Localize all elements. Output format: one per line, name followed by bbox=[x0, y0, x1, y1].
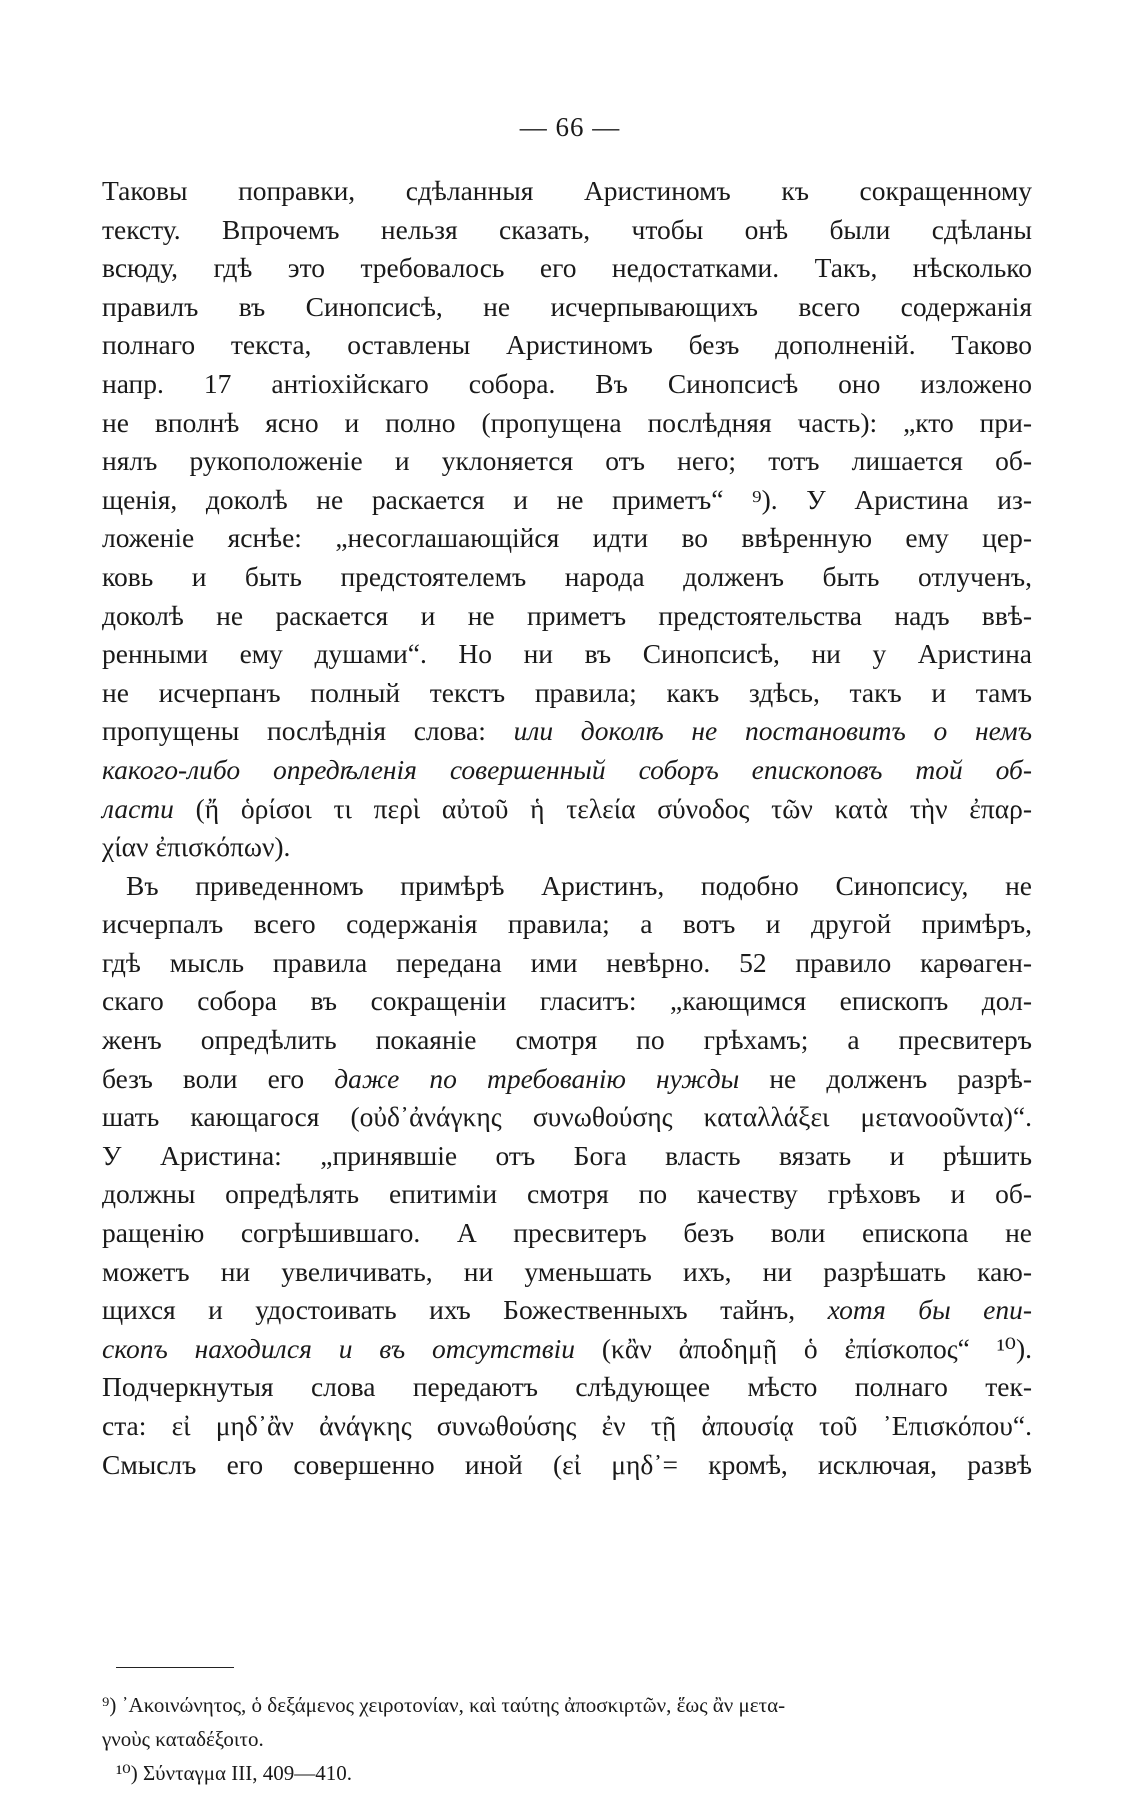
paragraph-1 bbox=[102, 172, 1032, 867]
text-line: полнаго текста, оставлены Аристиномъ безъ дополненій. Таково bbox=[102, 329, 1032, 361]
text-line: ренными ему душами“. Но ни въ Синопсисѣ, ни у Аристина bbox=[102, 638, 1032, 670]
text-line: правилъ въ Синопсисѣ, не исчерпывающихъ всего содержанія bbox=[102, 290, 1032, 322]
text-line: не исчерпанъ полный текстъ правила; какъ здѣсь, такъ и тамъ bbox=[102, 676, 1032, 708]
text-segment: щихся и удостоивать ихъ Божественныхъ тайнъ, bbox=[102, 1294, 796, 1326]
footnotes bbox=[102, 1688, 1032, 1790]
text-segment: пропущены послѣднія слова: bbox=[102, 715, 486, 747]
italic-quote: даже по требованію нужды bbox=[334, 1062, 740, 1094]
italic-quote: какого-либо опредѣленія совершенный соборъ епископовъ той об- bbox=[102, 753, 1032, 785]
footnote-divider bbox=[116, 1667, 234, 1668]
text-line: Въ приведенномъ примѣрѣ Аристинъ, подобно Синопсису, не bbox=[126, 869, 1032, 901]
footnote-10: ¹⁰) Σύνταγμα III, 409—410. bbox=[116, 1761, 353, 1785]
text-line: ста: εἰ μηδ᾽ἂν ἀνάγκης συνωθούσης ἐν τῇ ἀπουσίᾳ τοῦ ᾽Επισκόπου“. bbox=[102, 1410, 1032, 1441]
text-line: ложеніе яснѣе: „несоглашающійся идти во ввѣренную ему цер- bbox=[102, 522, 1032, 554]
text-line: напр. 17 антіохійскаго собора. Въ Синопсисѣ оно изложено bbox=[102, 367, 1032, 399]
text-line bbox=[102, 751, 1032, 790]
text-line: Таковы поправки, сдѣланныя Аристиномъ къ сокращенному bbox=[102, 175, 1032, 206]
footnote-9-continued: γνοὺς καταδέξοιτο. bbox=[102, 1727, 264, 1751]
text-line: нялъ рукоположеніе и уклоняется отъ него; тотъ лишается об- bbox=[102, 445, 1032, 477]
text-line: всюду, гдѣ это требовалось его недостатками. Такъ, нѣсколько bbox=[102, 252, 1032, 284]
greek-quote: (ἤ ὁρίσοι τι περὶ αὐτοῦ ἡ τελεία σύνοδος τῶν κατὰ τὴν ἐπαρ- bbox=[195, 792, 1033, 824]
text-line bbox=[102, 712, 1032, 751]
text-line bbox=[102, 1330, 1032, 1369]
text-line: χίαν ἐπισκόπων). bbox=[102, 831, 291, 863]
text-line: должны опредѣлять епитиміи смотря по качеству грѣховъ и об- bbox=[102, 1178, 1032, 1210]
italic-quote: скопъ находился и въ отсутствіи bbox=[102, 1332, 576, 1364]
text-line: щенія, доколѣ не раскается и не приметъ“ ⁹). У Аристина из- bbox=[102, 483, 1032, 515]
page-number: — 66 — bbox=[519, 112, 621, 142]
text-line: Смыслъ его совершенно иной (εἰ μηδ᾽= кромѣ, исключая, развѣ bbox=[102, 1448, 1032, 1480]
text-line: можетъ ни увеличивать, ни уменьшать ихъ, ни разрѣшать каю- bbox=[102, 1255, 1032, 1287]
text-line bbox=[102, 790, 1032, 829]
text-line: гдѣ мысль правила передана ими невѣрно. 52 правило карѳаген- bbox=[102, 946, 1032, 978]
body-text bbox=[102, 172, 1032, 1484]
text-line: не вполнѣ ясно и полно (пропущена послѣдняя часть): „кто при- bbox=[102, 406, 1032, 438]
text-segment: не долженъ разрѣ- bbox=[769, 1062, 1032, 1094]
text-segment: безъ воли его bbox=[102, 1062, 305, 1094]
text-line: скаго собора въ сокращеніи гласитъ: „кающимся епископъ дол- bbox=[102, 985, 1032, 1017]
paragraph-2 bbox=[102, 867, 1032, 1485]
text-line: ращенію согрѣшившаго. А пресвитеръ безъ воли епископа не bbox=[102, 1217, 1032, 1249]
text-line: исчерпалъ всего содержанія правила; а вотъ и другой примѣръ, bbox=[102, 908, 1032, 940]
italic-quote: или доколѣ не постановитъ о немъ bbox=[513, 715, 1032, 747]
text-line: шать кающагося (οὐδ᾽ἀνάγκης συνωθούσης καταλλάξει μετανοοῦντα)“. bbox=[102, 1101, 1032, 1133]
text-line: доколѣ не раскается и не приметъ предстоятельства надъ ввѣ- bbox=[102, 599, 1032, 631]
text-line bbox=[102, 1291, 1032, 1330]
text-line: женъ опредѣлить покаяніе смотря по грѣхамъ; а пресвитеръ bbox=[102, 1024, 1032, 1056]
text-line: У Аристина: „принявшіе отъ Бога власть вязать и рѣшить bbox=[102, 1139, 1032, 1171]
italic-quote: хотя бы епи- bbox=[827, 1294, 1032, 1326]
text-line: ковь и быть предстоятелемъ народа долженъ быть отлученъ, bbox=[102, 560, 1032, 592]
greek-quote: (κἂν ἀποδημῇ ὁ ἐπίσκοπος“ ¹⁰). bbox=[601, 1332, 1032, 1364]
footnote-9: ⁹) ᾽Ακοινώνητος, ὁ δεξάμενος χειροτονίαν, καὶ ταύτης ἀποσκιρτῶν, ἕως ἂν μετα- bbox=[102, 1693, 786, 1717]
text-line: Подчеркнутыя слова передаютъ слѣдующее мѣсто полнаго тек- bbox=[102, 1371, 1032, 1403]
text-line bbox=[102, 1060, 1032, 1099]
text-line: тексту. Впрочемъ нельзя сказать, чтобы онѣ были сдѣланы bbox=[102, 213, 1032, 245]
italic-quote: ласти bbox=[102, 792, 174, 824]
